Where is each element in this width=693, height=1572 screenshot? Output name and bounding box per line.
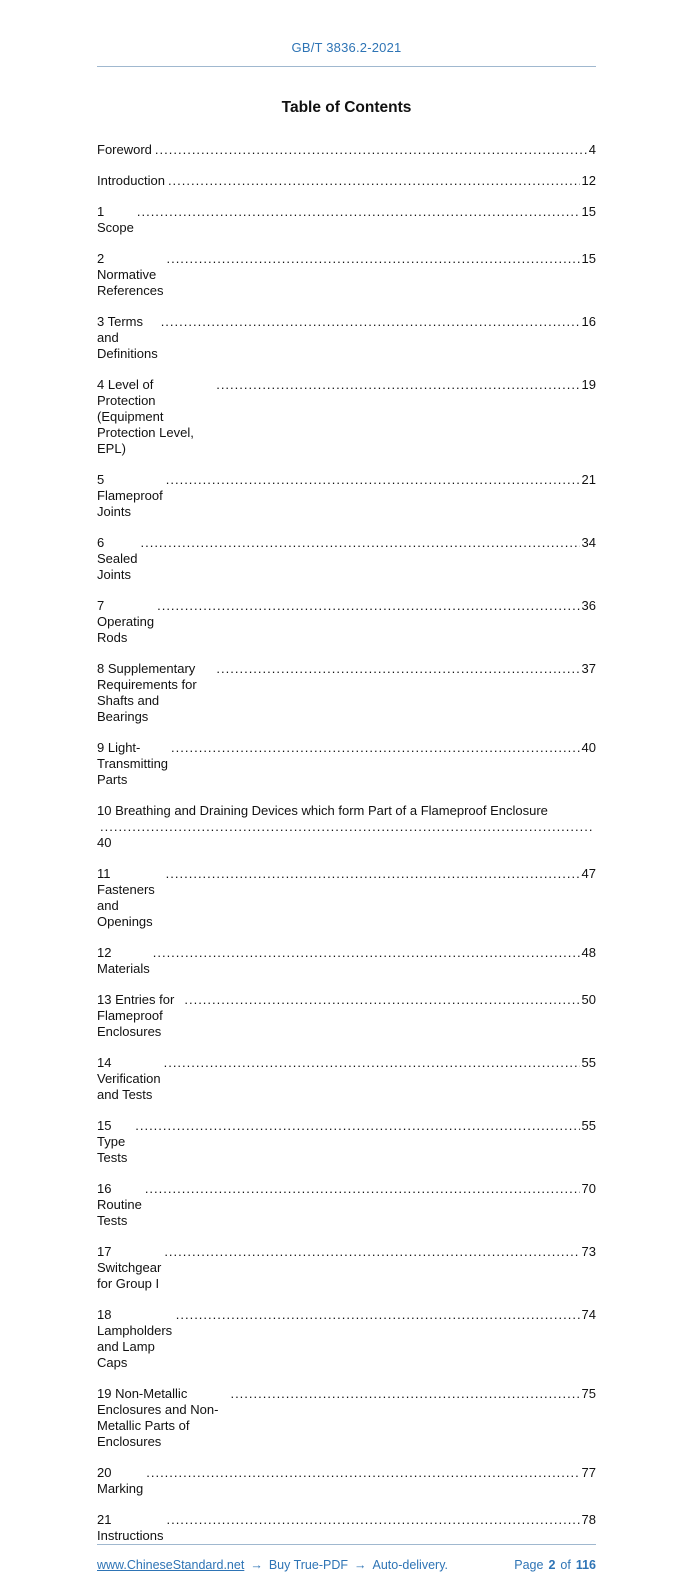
- page-footer: [97, 1544, 596, 1572]
- toc-entry-page-number: 34: [581, 535, 596, 550]
- toc-entry-page-number: 55: [581, 1118, 596, 1133]
- toc-leader-dots: [135, 1118, 579, 1134]
- toc-entry[interactable]: [97, 173, 596, 189]
- toc-entry-page-number: 21: [581, 472, 596, 487]
- toc-entry-page-number: 48: [581, 945, 596, 960]
- toc-entry-page-number: 70: [581, 1181, 596, 1196]
- toc-leader-dots: [166, 1512, 579, 1528]
- toc-entry-page-number: 19: [581, 377, 596, 392]
- website-link[interactable]: www.ChineseStandard.net: [97, 1558, 245, 1572]
- toc-entry[interactable]: [97, 472, 596, 520]
- toc-entry-page-number: 74: [581, 1307, 596, 1322]
- toc-entry-label: 10 Breathing and Draining Devices which form Part of a Flameproof Enclosure: [97, 803, 548, 818]
- toc-entry-page-number: 47: [581, 866, 596, 881]
- toc-leader-dots: [164, 1244, 579, 1260]
- toc-leader-dots: [164, 1055, 580, 1071]
- toc-entry-label: 11 Fasteners and Openings: [97, 866, 155, 929]
- toc-entry[interactable]: [97, 1307, 596, 1371]
- toc-entry[interactable]: [97, 598, 596, 646]
- toc-entry-label: Foreword: [97, 142, 152, 157]
- current-page-number: 2: [548, 1558, 556, 1572]
- toc-entry-page-number: 50: [581, 992, 596, 1007]
- toc-entry[interactable]: [97, 1465, 596, 1497]
- total-page-count: 116: [575, 1558, 596, 1572]
- toc-entry-label: 3 Terms and Definitions: [97, 314, 158, 361]
- toc-entry[interactable]: [97, 1386, 596, 1450]
- toc-entry[interactable]: [97, 992, 596, 1040]
- toc-entry[interactable]: [97, 142, 596, 158]
- page-header: [97, 40, 596, 67]
- toc-entry-page-number: 4: [588, 142, 596, 157]
- toc-entry-label: 12 Materials: [97, 945, 150, 976]
- toc-entry[interactable]: [97, 1118, 596, 1166]
- toc-entry[interactable]: [97, 1055, 596, 1103]
- toc-entry-label: 2 Normative References: [97, 251, 164, 298]
- toc-entry-page-number: 15: [581, 251, 596, 266]
- toc-entry-page-number: 73: [581, 1244, 596, 1259]
- toc-entry-label: 4 Level of Protection (Equipment Protection Level, EPL): [97, 377, 194, 456]
- toc-entry-page-number: 40: [97, 835, 112, 850]
- toc-entry-page-number: 75: [581, 1386, 596, 1401]
- of-word: of: [560, 1558, 571, 1572]
- page-word: Page: [514, 1558, 544, 1572]
- toc-entry-page-number: 36: [581, 598, 596, 613]
- toc-entry-label: 21 Instructions: [97, 1512, 164, 1543]
- page-indicator: [514, 1558, 596, 1572]
- toc-leader-dots: [161, 314, 580, 330]
- toc-leader-dots: [166, 472, 580, 488]
- toc-entry-label: 14 Verification and Tests: [97, 1055, 161, 1102]
- toc-entry-label: 16 Routine Tests: [97, 1181, 142, 1228]
- toc-leader-dots: [216, 377, 579, 393]
- toc-entry[interactable]: [97, 945, 596, 977]
- toc-entry-page-number: 40: [581, 740, 596, 755]
- toc-leader-dots: [100, 819, 594, 835]
- toc-entry-label: 18 Lampholders and Lamp Caps: [97, 1307, 173, 1370]
- toc-leader-dots: [171, 740, 580, 756]
- toc-entry[interactable]: [97, 740, 596, 788]
- toc-entry[interactable]: [97, 866, 596, 930]
- toc-entry-page-number: 12: [581, 173, 596, 188]
- toc-leader-dots: [155, 142, 587, 158]
- toc-entry-label: 9 Light-Transmitting Parts: [97, 740, 169, 787]
- toc-entry[interactable]: [97, 251, 596, 299]
- toc-leader-dots: [153, 945, 580, 961]
- toc-entry-label: 20 Marking: [97, 1465, 144, 1496]
- toc-entry-label: 7 Operating Rods: [97, 598, 155, 645]
- toc-entry-page-number: 55: [581, 1055, 596, 1070]
- toc-leader-dots: [230, 1386, 579, 1402]
- toc-entry[interactable]: [97, 535, 596, 583]
- toc-entry-label: 5 Flameproof Joints: [97, 472, 163, 519]
- toc-entry[interactable]: [97, 314, 596, 362]
- page-title: Table of Contents: [281, 99, 412, 116]
- toc-entry-page-number: 78: [581, 1512, 596, 1527]
- toc-leader-dots: [157, 598, 579, 614]
- toc-leader-dots: [145, 1181, 580, 1197]
- arrow-icon: →: [354, 1558, 367, 1572]
- toc-entry-label: 6 Sealed Joints: [97, 535, 138, 582]
- toc-entry[interactable]: [97, 204, 596, 236]
- toc-entry[interactable]: [97, 1244, 596, 1292]
- toc-leader-dots: [146, 1465, 579, 1481]
- toc-entry-label: 1 Scope: [97, 204, 134, 235]
- footer-links: [97, 1558, 448, 1572]
- toc-entry-label: 8 Supplementary Requirements for Shafts and Bearings: [97, 661, 197, 724]
- toc-entry[interactable]: [97, 1512, 596, 1544]
- toc-entry[interactable]: [97, 803, 596, 851]
- toc-entry-label: 15 Type Tests: [97, 1118, 128, 1165]
- toc-entry[interactable]: [97, 1181, 596, 1229]
- toc-leader-dots: [137, 204, 580, 220]
- toc-leader-dots: [184, 992, 579, 1008]
- toc-leader-dots: [166, 866, 580, 882]
- toc-entry-page-number: 16: [581, 314, 596, 329]
- toc-entry-page-number: 37: [581, 661, 596, 676]
- arrow-icon: →: [250, 1558, 263, 1572]
- toc-leader-dots: [140, 535, 579, 551]
- toc-leader-dots: [168, 173, 580, 189]
- toc-entry[interactable]: [97, 661, 596, 725]
- toc-leader-dots: [166, 251, 579, 267]
- toc-entry-label: 13 Entries for Flameproof Enclosures: [97, 992, 175, 1039]
- toc-list: [97, 127, 596, 1544]
- toc-entry-label: Introduction: [97, 173, 165, 188]
- toc-entry[interactable]: [97, 377, 596, 457]
- toc-entry-label: 19 Non-Metallic Enclosures and Non-Metallic Parts of Enclosures: [97, 1386, 219, 1449]
- toc-entry-page-number: 15: [581, 204, 596, 219]
- toc-leader-dots: [176, 1307, 580, 1323]
- footer-buy-label: Buy True-PDF: [268, 1558, 348, 1572]
- toc-entry-page-number: 77: [581, 1465, 596, 1480]
- toc-entry-label: 17 Switchgear for Group I: [97, 1244, 162, 1291]
- document-number: GB/T 3836.2-2021: [291, 40, 402, 55]
- toc-leader-dots: [216, 661, 579, 677]
- footer-delivery-label: Auto-delivery.: [372, 1558, 448, 1572]
